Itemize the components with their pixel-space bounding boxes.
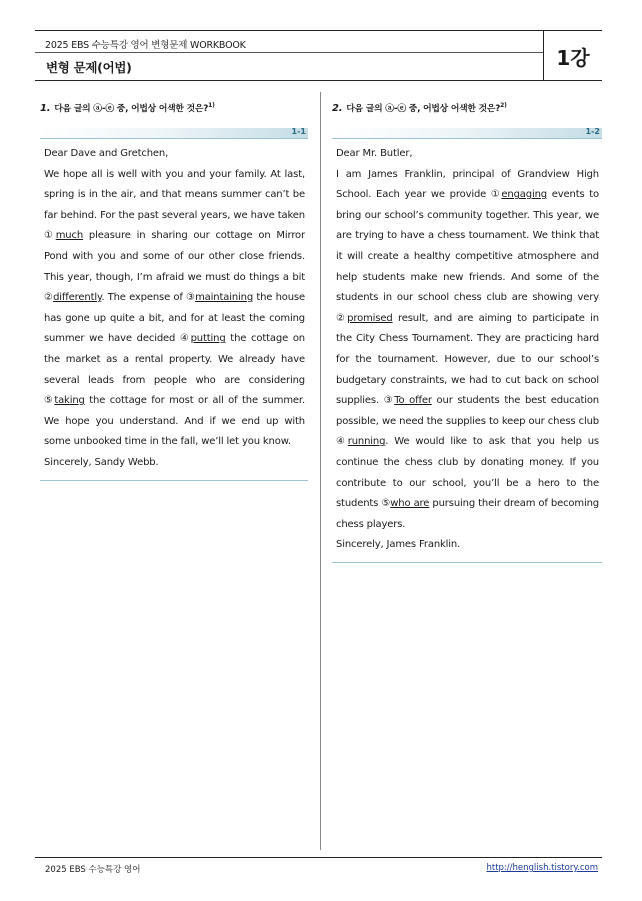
underlined-choice: maintaining [195, 292, 254, 304]
underlined-choice: much [55, 230, 84, 242]
footnote-marker: 1) [208, 102, 215, 110]
passage-text: I am James Franklin, principal of Grandview High School. Each year we provide ① [336, 168, 599, 201]
question-number: 2. [332, 103, 343, 114]
underlined-choice: running [347, 436, 386, 448]
lesson-number: 1강 [556, 46, 590, 70]
column-divider [320, 92, 321, 850]
footnote-marker: 2) [500, 102, 507, 110]
header-top-rule [35, 30, 602, 31]
passage-tag: 1-2 [585, 127, 600, 136]
passage-text: the house has gone up quite a bit, and for at least the coming summer we have decided ④ [44, 292, 305, 345]
footer-link[interactable]: http://henglish.tistory.com [486, 863, 598, 873]
passage-tag: 1-1 [291, 127, 306, 136]
passage-text: . The expense of ③ [101, 292, 196, 304]
underlined-choice: putting [190, 333, 226, 345]
question-number: 1. [40, 103, 51, 114]
underlined-choice: promised [347, 312, 393, 324]
passage-tag-bar [332, 128, 602, 138]
header-bottom-rule [35, 80, 602, 81]
workbook-subtitle: 2025 EBS 수능특강 영어 변형문제 WORKBOOK [45, 40, 246, 51]
underlined-choice: differently [53, 292, 102, 304]
footer-rule [35, 857, 602, 858]
underlined-choice: To offer [394, 395, 432, 407]
question-2 [332, 101, 602, 563]
closing: Sincerely, James Franklin. [336, 539, 461, 551]
passage-text: the cottage on the market as a rental property. We already have several leads from people who are considering ⑤ [44, 333, 305, 407]
passage-text: pleasure in sharing our cottage on Mirror Pond with you and some of our other close friends. This year, though, I’m afraid we must do things a bit ② [44, 230, 305, 304]
passage-text: our students the best education possible, we need the supplies to keep our chess club ④ [336, 395, 599, 448]
passage-body [336, 165, 599, 536]
underlined-choice: taking [54, 395, 85, 407]
question-title [40, 101, 308, 114]
passage-box [332, 138, 602, 563]
passage-box [40, 138, 308, 481]
passage-tag-bar [40, 128, 308, 138]
passage-text: . We would like to ask that you help us continue the chess club by donating money. If you contribute to our school, you’ll be a hero to the students ⑤ [336, 436, 599, 510]
passage-text: pursuing their dream of becoming chess players. [336, 498, 600, 530]
passage-body [44, 165, 305, 453]
passage-text: the cottage for most or all of the summer. We hope you understand. And if we end up with some unbooked time in the fall, we’ll let you know. [44, 395, 305, 448]
footer-source: 2025 EBS 수능특강 영어 [45, 865, 141, 875]
question-1 [40, 101, 308, 481]
question-prompt: 다음 글의 ⓐ-ⓔ 중, 어법상 어색한 것은? [346, 104, 501, 114]
underlined-choice: engaging [501, 189, 547, 201]
passage-text: We hope all is well with you and your family. At last, spring is in the air, and that means summer can’t be far behind. For the past several years, we have taken ① [44, 168, 305, 242]
question-title [332, 101, 602, 114]
passage-text: events to bring our school’s community together. This year, we are trying to have a chess tournament. We think that it will create a healthy competitive atmosphere and help students make new friends. And some of the students in our school chess club are showing very ② [336, 189, 599, 324]
salutation: Dear Mr. Butler, [336, 148, 413, 159]
question-prompt: 다음 글의 ⓐ-ⓔ 중, 어법상 어색한 것은? [54, 104, 209, 114]
header-middle-rule [35, 52, 543, 53]
closing: Sincerely, Sandy Webb. [44, 456, 159, 468]
section-title: 변형 문제(어법) [46, 60, 132, 75]
salutation: Dear Dave and Gretchen, [44, 148, 169, 159]
underlined-choice: who are [390, 498, 430, 510]
passage-text: result, and are aiming to participate in the City Chess Tournament. They are practicing hard for the tournament. However, due to our school’s budgetary constraints, we had to cut back on school supplies. ③ [336, 312, 599, 407]
